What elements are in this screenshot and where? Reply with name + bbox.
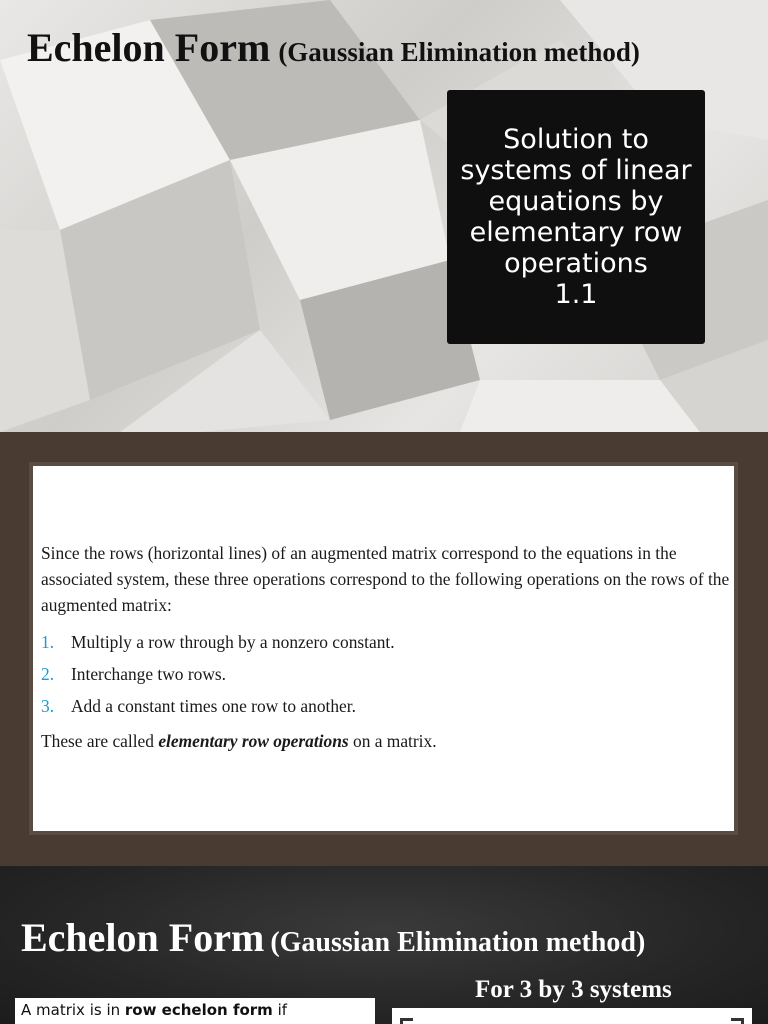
row-operations-text bbox=[41, 540, 741, 754]
list-item bbox=[41, 626, 741, 658]
list-number: 2. bbox=[41, 664, 55, 684]
closing-paragraph: These are called elementary row operations on a matrix. bbox=[41, 731, 437, 751]
subtitle-line: operations bbox=[504, 248, 648, 279]
subtitle-line: elementary row bbox=[469, 217, 683, 248]
matrix-image bbox=[392, 1008, 752, 1024]
definition-box: A matrix is in row echelon form if bbox=[15, 998, 375, 1024]
subtitle-line: systems of linear bbox=[460, 155, 692, 186]
list-text: Multiply a row through by a nonzero constant. bbox=[71, 632, 395, 652]
list-item bbox=[41, 658, 741, 690]
slide-echelon-form bbox=[0, 866, 768, 1024]
cube-face bbox=[460, 380, 700, 432]
slide3-title: Echelon Form (Gaussian Elimination method) bbox=[21, 915, 646, 960]
list-number: 1. bbox=[41, 632, 55, 652]
subtitle-line: equations by bbox=[488, 186, 664, 217]
content-card bbox=[29, 462, 738, 835]
list-number: 3. bbox=[41, 696, 55, 716]
matrix-bracket-right bbox=[731, 1018, 744, 1024]
list-text: Add a constant times one row to another. bbox=[71, 696, 356, 716]
list-text: Interchange two rows. bbox=[71, 664, 227, 684]
operations-list bbox=[41, 626, 741, 722]
subtitle-box bbox=[447, 90, 705, 344]
slide-row-operations bbox=[0, 432, 768, 866]
matrix-bracket-left bbox=[400, 1018, 413, 1024]
list-item bbox=[41, 690, 741, 722]
subtitle-line: Solution to bbox=[503, 124, 649, 155]
slide1-title: Echelon Form (Gaussian Elimination method) bbox=[27, 25, 640, 70]
slide3-subtitle: For 3 by 3 systems bbox=[475, 976, 672, 1003]
slide-title bbox=[0, 0, 768, 432]
emphasis-term: elementary row operations bbox=[158, 731, 349, 751]
intro-paragraph: Since the rows (horizontal lines) of an augmented matrix correspond to the equations in the associated system, these three operations correspond to the following operations on the rows of the augmented matrix: bbox=[41, 543, 730, 615]
definition-term: row echelon form bbox=[124, 1001, 273, 1019]
section-number: 1.1 bbox=[554, 279, 598, 310]
